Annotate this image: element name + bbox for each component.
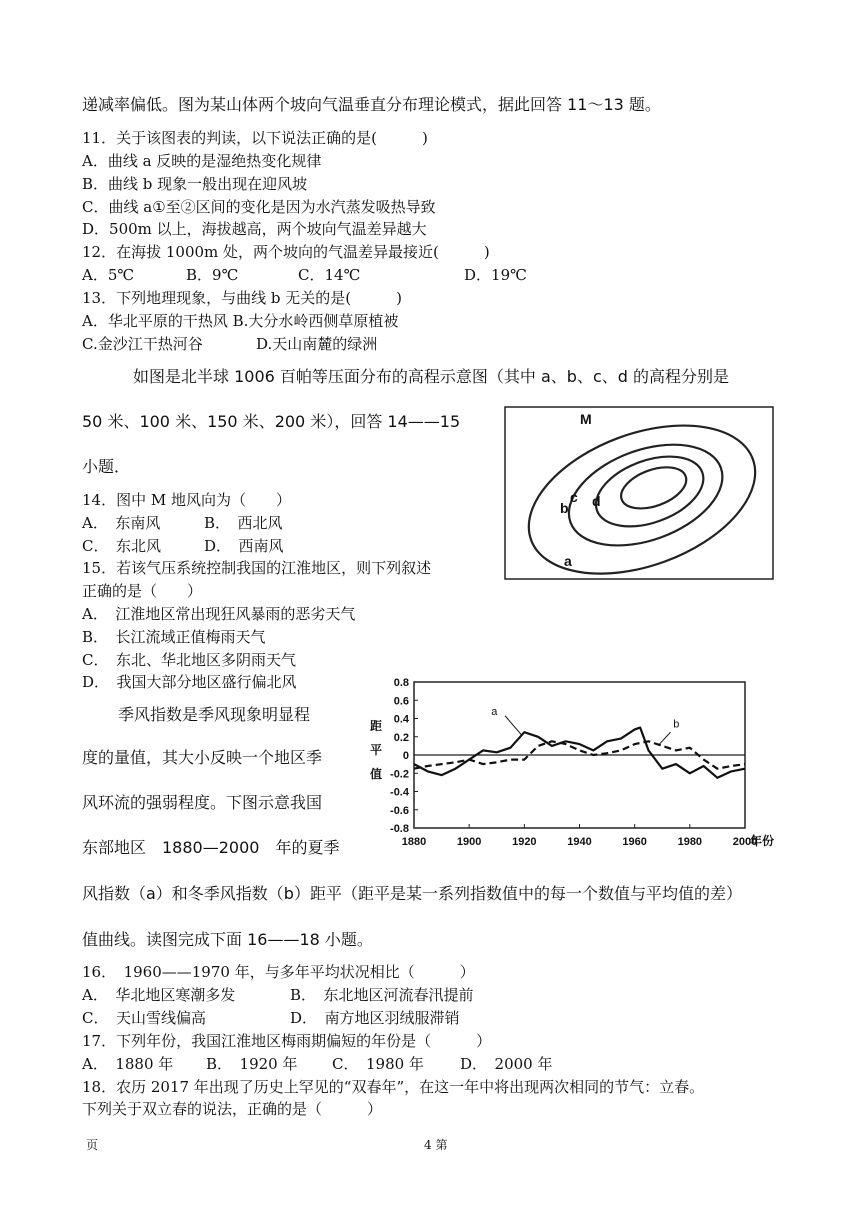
q12-option-d: D．19℃ bbox=[464, 266, 527, 284]
q17-option-c: C． 1980 年 bbox=[332, 1055, 424, 1073]
q13-option-ab: A．华北平原的干热风 B.大分水岭西侧草原植被 bbox=[82, 312, 399, 330]
contour-label-d: d bbox=[592, 493, 601, 509]
q15-option-b: B． 长江流域正值梅雨天气 bbox=[82, 628, 266, 646]
y-tick-label: -0.2 bbox=[390, 768, 409, 781]
y-tick-label: -0.6 bbox=[390, 804, 409, 817]
x-tick-label: 1880 bbox=[401, 836, 427, 848]
q11-option-d: D．500m 以上，海拔越高，两个坡向气温差异越大 bbox=[82, 220, 427, 238]
contour-label-b: b bbox=[560, 500, 569, 516]
q13-option-c: C.金沙江干热河谷 bbox=[82, 335, 203, 353]
q15-option-d: D． 我国大部分地区盛行偏北风 bbox=[82, 673, 297, 691]
q13-option-d: D.天山南麓的绿洲 bbox=[256, 335, 378, 353]
y-axis-label-char: 值 bbox=[370, 767, 383, 781]
isobar-frame bbox=[505, 407, 773, 579]
y-tick-label: 0 bbox=[402, 750, 409, 762]
q15-stem-line2: 正确的是（ ） bbox=[82, 582, 203, 600]
y-tick-label: -0.4 bbox=[390, 786, 409, 799]
series-b-leader bbox=[659, 732, 670, 744]
q17-stem: 17．下列年份，我国江淮地区梅雨期偏短的年份是（ ） bbox=[82, 1032, 492, 1050]
para14-line3: 小题． bbox=[82, 457, 131, 476]
para14-line1: 如图是北半球 1006 百帕等压面分布的高程示意图（其中 a、b、c、d 的高程分别是 bbox=[133, 367, 729, 386]
q17-option-b: B． 1920 年 bbox=[206, 1055, 298, 1073]
y-tick-label: 0.2 bbox=[393, 731, 409, 744]
q11-stem: 11．关于该图表的判读，以下说法正确的是( ) bbox=[82, 129, 428, 147]
para16-line3: 风环流的强弱程度。下图示意我国 bbox=[82, 793, 323, 812]
q16-option-d: D． 南方地区羽绒服滞销 bbox=[290, 1009, 460, 1027]
q12-stem: 12．在海拔 1000m 处，两个坡向的气温差异最接近( ) bbox=[82, 243, 490, 261]
para16-line2: 度的量值，其大小反映一个地区季 bbox=[82, 748, 323, 767]
intro-line: 递减率偏低。图为某山体两个坡向气温垂直分布理论模式，据此回答 11～13 题。 bbox=[82, 95, 661, 114]
x-tick-label: 1900 bbox=[456, 836, 482, 848]
q14-option-a: A． 东南风 bbox=[82, 514, 161, 532]
contour-label-a: a bbox=[564, 553, 572, 569]
q14-option-b: B． 西北风 bbox=[204, 514, 283, 532]
x-axis-label: 年份 bbox=[750, 834, 775, 848]
map-label-m: M bbox=[580, 411, 592, 427]
x-tick-label: 1940 bbox=[567, 836, 592, 848]
para16-line5: 风指数（a）和冬季风指数（b）距平（距平是某一系列指数值中的每一个数值与平均值的差） bbox=[82, 884, 742, 903]
y-tick-label: 0.8 bbox=[393, 677, 409, 689]
x-tick-label: 1960 bbox=[622, 836, 647, 848]
series-b-label: b bbox=[673, 718, 680, 731]
q17-option-d: D． 2000 年 bbox=[460, 1055, 553, 1073]
y-tick-label: -0.8 bbox=[390, 823, 409, 835]
isobar-diagram bbox=[504, 406, 774, 580]
y-tick-label: 0.6 bbox=[393, 695, 409, 708]
q12-option-c: C．14℃ bbox=[298, 266, 361, 284]
q11-option-a: A．曲线 a 反映的是湿绝热变化规律 bbox=[82, 152, 322, 170]
y-tick-label: 0.4 bbox=[393, 713, 409, 726]
q15-option-c: C． 东北、华北地区多阴雨天气 bbox=[82, 651, 296, 669]
series-a-leader bbox=[505, 716, 522, 735]
para14-line2: 50 米、100 米、150 米、200 米），回答 14——15 bbox=[82, 412, 461, 431]
x-tick-label: 2000 bbox=[732, 836, 758, 848]
q15-option-a: A． 江淮地区常出现狂风暴雨的恶劣天气 bbox=[82, 605, 356, 623]
q14-stem: 14．图中 M 地风向为（ ） bbox=[82, 491, 291, 509]
q12-option-a: A．5℃ bbox=[82, 266, 135, 284]
series-a-label: a bbox=[491, 705, 498, 718]
q11-option-c: C．曲线 a①至②区间的变化是因为水汽蒸发吸热导致 bbox=[82, 198, 436, 216]
q14-option-d: D． 西南风 bbox=[204, 537, 284, 555]
q13-stem: 13．下列地理现象，与曲线 b 无关的是( ) bbox=[82, 289, 402, 307]
q16-option-c: C． 天山雪线偏高 bbox=[82, 1009, 206, 1027]
footer-page-number: 4 第 bbox=[424, 1138, 448, 1152]
q16-option-b: B． 东北地区河流春汛提前 bbox=[290, 986, 474, 1004]
y-axis-label-char: 平 bbox=[370, 743, 383, 757]
q12-option-b: B．9℃ bbox=[186, 266, 239, 284]
q17-option-a: A． 1880 年 bbox=[82, 1055, 174, 1073]
x-tick-label: 1920 bbox=[512, 836, 537, 848]
q16-stem: 16． 1960——1970 年，与多年平均状况相比（ ） bbox=[82, 963, 475, 981]
y-axis-label-char: 距 bbox=[370, 719, 383, 733]
x-tick-label: 1980 bbox=[677, 836, 703, 848]
contour-label-c: c bbox=[570, 489, 578, 505]
q11-option-b: B．曲线 b 现象一般出现在迎风坡 bbox=[82, 175, 308, 193]
q18-stem-line1: 18．农历 2017 年出现了历史上罕见的“双春年”，在这一年中将出现两次相同的节气：立春。 bbox=[82, 1078, 705, 1096]
q15-stem-line1: 15．若该气压系统控制我国的江淮地区，则下列叙述 bbox=[82, 559, 432, 577]
para16-line4: 东部地区 1880—2000 年的夏季 bbox=[82, 838, 340, 857]
q18-stem-line2: 下列关于双立春的说法，正确的是（ ） bbox=[82, 1100, 383, 1118]
footer-left-text: 页 bbox=[86, 1138, 99, 1152]
monsoon-index-chart bbox=[360, 670, 800, 860]
para16-line1: 季风指数是季风现象明显程 bbox=[118, 705, 311, 724]
q16-option-a: A． 华北地区寒潮多发 bbox=[82, 986, 236, 1004]
q14-option-c: C． 东北风 bbox=[82, 537, 161, 555]
para16-line6: 值曲线。读图完成下面 16——18 小题。 bbox=[82, 930, 373, 949]
